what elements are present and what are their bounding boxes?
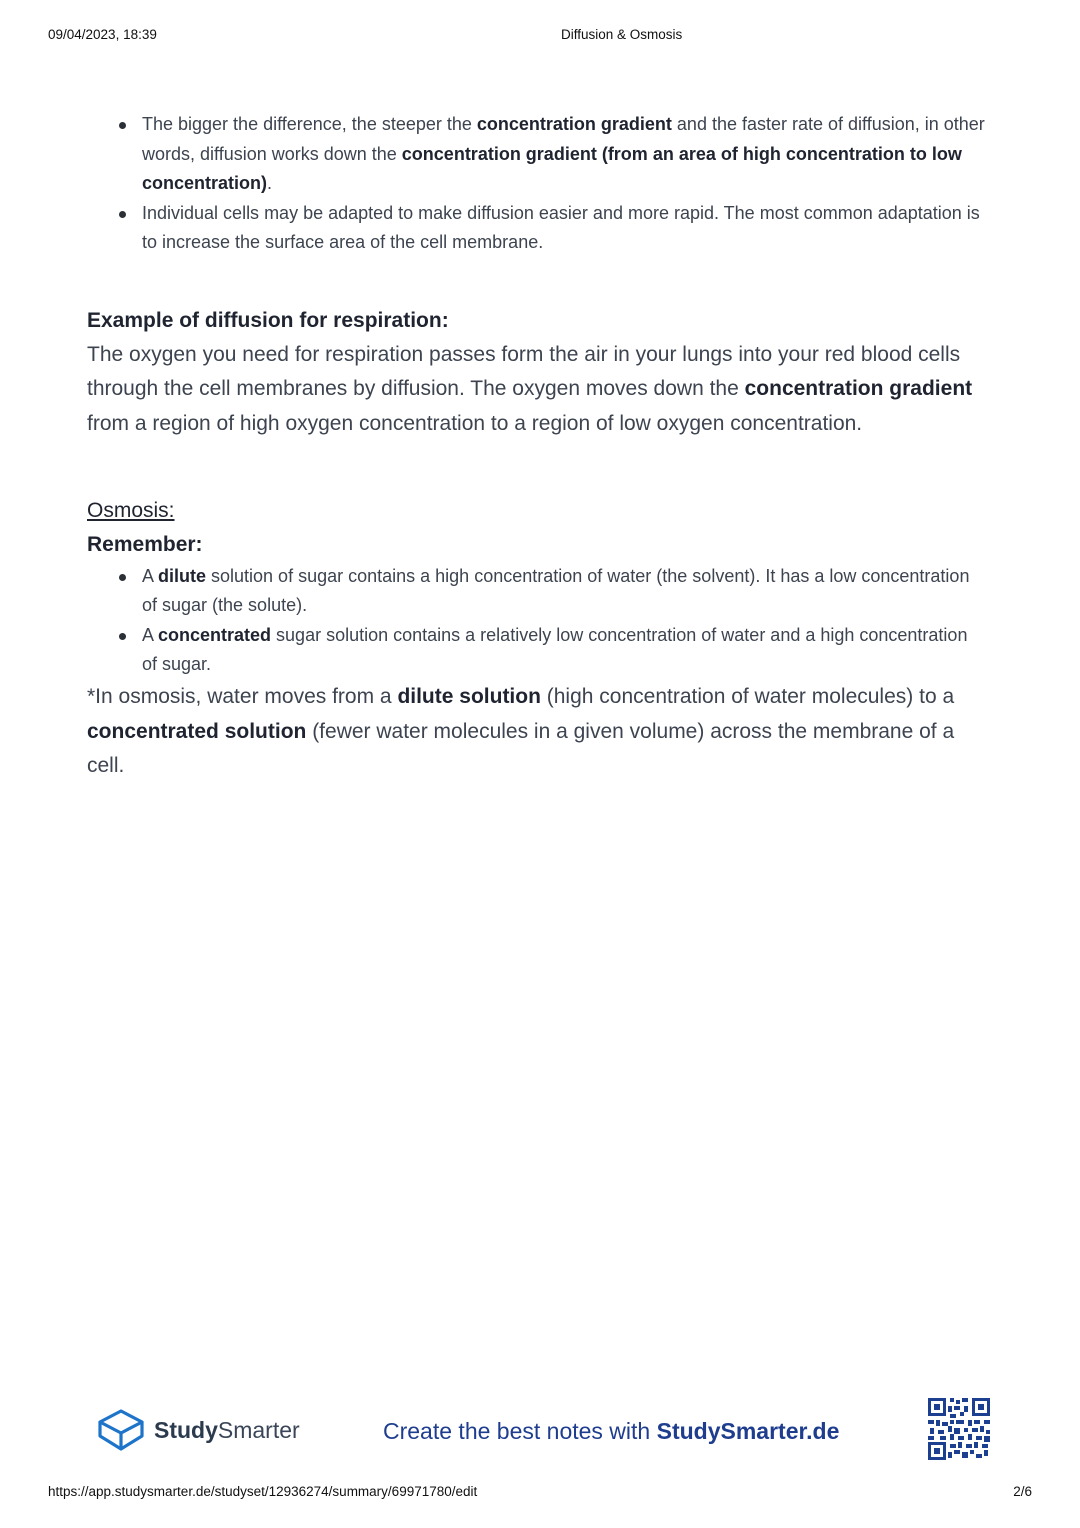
studysmarter-logo[interactable] bbox=[96, 1408, 300, 1452]
print-datetime: 09/04/2023, 18:39 bbox=[48, 27, 157, 42]
osmosis-bullet-list bbox=[87, 562, 987, 680]
page-content bbox=[87, 110, 987, 784]
example-paragraph: The oxygen you need for respiration passes form the air in your lungs into your red blood cells through the cell membranes by diffusion. The oxygen moves down the concentration gradient from a region of high oxygen concentration to a region of low oxygen concentration. bbox=[87, 342, 973, 436]
list-item: The bigger the difference, the steeper the concentration gradient and the faster rate of diffusion, in other words, diffusion works down the concentration gradient (from an area of high concentration to low concentration). bbox=[87, 110, 987, 199]
print-title: Diffusion & Osmosis bbox=[561, 27, 683, 42]
remember-heading: Remember: bbox=[87, 532, 203, 556]
page-url: https://app.studysmarter.de/studyset/12936274/summary/69971780/edit bbox=[48, 1484, 478, 1499]
print-footer bbox=[0, 1484, 1080, 1502]
studysmarter-wordmark: StudySmarter bbox=[154, 1416, 300, 1443]
studysmarter-cube-icon bbox=[96, 1408, 146, 1452]
example-heading: Example of diffusion for respiration: bbox=[87, 308, 449, 332]
qr-code-icon bbox=[928, 1398, 990, 1460]
tagline-link[interactable]: Create the best notes with StudySmarter.de bbox=[383, 1418, 840, 1444]
print-header bbox=[0, 27, 1080, 45]
diffusion-bullet-list bbox=[87, 110, 987, 258]
page-number: 2/6 bbox=[1013, 1484, 1032, 1499]
studysmarter-footer bbox=[0, 1398, 1080, 1468]
osmosis-heading: Osmosis: bbox=[87, 498, 175, 522]
list-item: A dilute solution of sugar contains a high concentration of water (the solvent). It has a low concentration of sugar (the solute). bbox=[87, 562, 987, 621]
list-item: A concentrated sugar solution contains a relatively low concentration of water and a high concentration of sugar. bbox=[87, 621, 987, 680]
osmosis-note: *In osmosis, water moves from a dilute solution (high concentration of water molecules) to a concentrated solution (fewer water molecules in a given volume) across the membrane of a cell. bbox=[87, 684, 955, 778]
list-item: Individual cells may be adapted to make diffusion easier and more rapid. The most common adaptation is to increase the surface area of the cell membrane. bbox=[87, 199, 987, 258]
